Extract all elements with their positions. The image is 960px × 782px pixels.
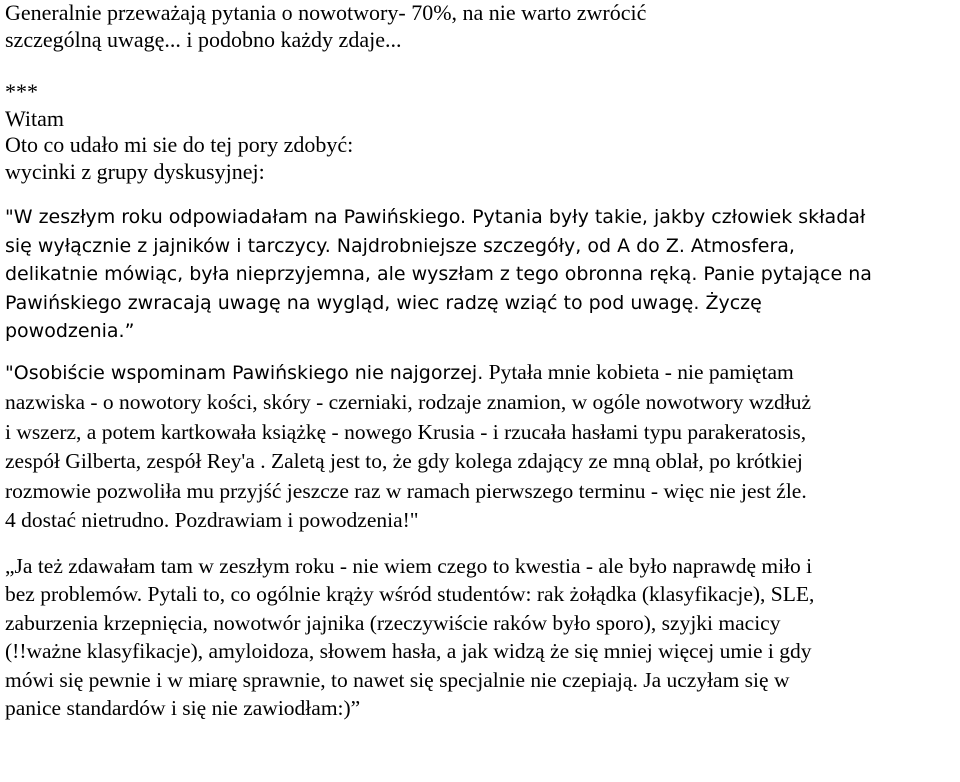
intro-paragraph — [5, 0, 955, 53]
quote-2-first-line — [5, 358, 955, 389]
quote-1-line: delikatnie mówiąc, była nieprzyjemna, ale wyszłam z tego obronna ręką. Panie pytające na — [5, 263, 872, 285]
quote-3-line: (!!ważne klasyfikacje), amyloidoza, słowem hasła, a jak widzą że się mniej więcej umie i gdy — [5, 639, 812, 664]
quote-2 — [5, 358, 955, 536]
quote-2-line: i wszerz, a potem kartkowała książkę - nowego Krusia - i rzucała hasłami typu parakeratosis, — [5, 419, 807, 444]
quote-3-line: mówi się pewnie i w miarę sprawnie, to nawet się specjalnie nie czepiają. Ja uczyłam się w — [5, 667, 790, 692]
quote-1 — [5, 203, 955, 346]
quote-3-line: panice standardów i się nie zawiodłam:)” — [5, 696, 361, 721]
quote-3 — [5, 552, 955, 724]
separator: *** — [5, 79, 38, 104]
quote-3-line: zaburzenia krzepnięcia, nowotwór jajnika (rzeczywiście raków było sporo), szyjki macicy — [5, 610, 781, 635]
header-line-3: wycinki z grupy dyskusyjnej: — [5, 158, 265, 184]
quote-1-line: Pawińskiego zwracają uwagę na wygląd, wiec radzę wziąć to pod uwagę. Życzę — [5, 291, 762, 314]
quote-2-line: 4 dostać nietrudno. Pozdrawiam i powodzenia!" — [5, 508, 419, 532]
intro-line-1: Generalnie przeważają pytania o nowotwory- 70%, na nie warto zwrócić — [5, 0, 647, 25]
quote-2-lead: "Osobiście wspominam Pawińskiego nie najgorzej. — [5, 361, 484, 384]
spacer — [5, 53, 955, 79]
header-paragraph — [5, 106, 955, 186]
quote-1-line: powodzenia.” — [5, 320, 135, 342]
quote-2-line: nazwiska - o nowotory kości, skóry - czerniaki, rodzaje znamion, w ogóle nowotwory wzdłuż — [5, 390, 812, 414]
spacer — [5, 346, 955, 358]
greeting: Witam — [5, 105, 64, 131]
spacer — [5, 536, 955, 552]
quote-2-line: zespół Gilberta, zespół Rey'a . Zaletą jest to, że gdy kolega zdający ze mną oblał, po krótkiej — [5, 449, 803, 473]
spacer — [5, 185, 955, 203]
quote-1-line: się wyłącznie z jajników i tarczycy. Najdrobniejsze szczegóły, od A do Z. Atmosfera, — [5, 234, 795, 257]
quote-1-line: "W zeszłym roku odpowiadałam na Pawińskiego. Pytania były takie, jakby człowiek składał — [5, 206, 866, 228]
quote-3-line: bez problemów. Pytali to, co ogólnie krąży wśród studentów: rak żołądka (klasyfikacje), SLE, — [5, 582, 815, 607]
header-line-2: Oto co udało mi sie do tej pory zdobyć: — [5, 132, 354, 157]
quote-3-line: „Ja też zdawałam tam w zeszłym roku - nie wiem czego to kwestia - ale było naprawdę miło i — [5, 553, 813, 578]
document — [5, 0, 955, 723]
intro-line-2: szczególną uwagę... i podobno każdy zdaje... — [5, 26, 402, 52]
quote-2-line: rozmowie pozwoliła mu przyjść jeszcze raz w ramach pierwszego terminu - więc nie jest źle. — [5, 478, 807, 503]
quote-2-lead-rest: Pytała mnie kobieta - nie pamiętam — [483, 359, 794, 384]
